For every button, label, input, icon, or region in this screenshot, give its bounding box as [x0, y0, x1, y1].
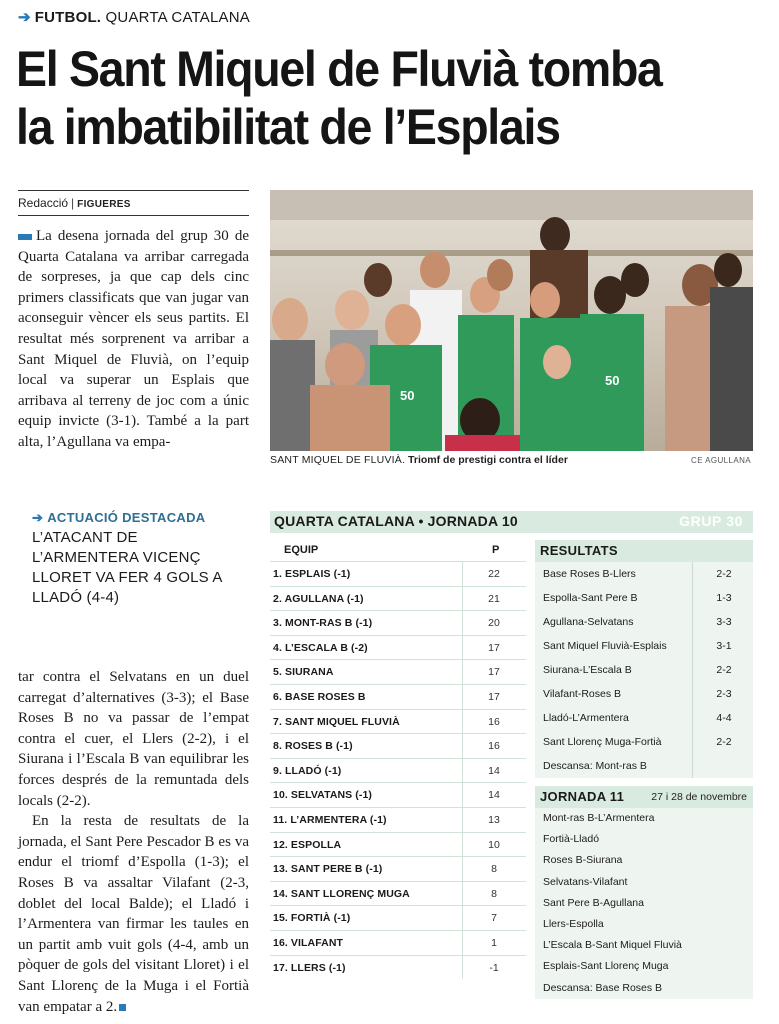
- team-points: 8: [491, 887, 497, 900]
- standings-header: [270, 511, 753, 533]
- team-points: 7: [491, 912, 497, 925]
- headline-line-1: El Sant Miquel de Fluvià tomba: [16, 41, 662, 97]
- team-name: 6. BASE ROSES B: [273, 690, 366, 703]
- headline-line-2: la imbatibilitat de l’Esplais: [16, 99, 560, 155]
- team-name: 17. LLERS (-1): [273, 961, 346, 974]
- result-match: Lladó-L’Armentera: [543, 712, 629, 724]
- next-round-title: JORNADA 11: [540, 789, 625, 804]
- team-points: 14: [488, 789, 500, 802]
- result-score: 3-1: [716, 640, 732, 652]
- result-row: [535, 730, 753, 754]
- byline-author: Redacció: [18, 196, 69, 210]
- team-name: 2. AGULLANA (-1): [273, 592, 364, 605]
- highlight-box: [32, 510, 247, 608]
- table-row: [270, 905, 526, 930]
- fixture-row: Fortià-Lladó: [543, 833, 600, 846]
- result-score: 2-2: [716, 568, 732, 580]
- table-row: [270, 955, 526, 980]
- team-name: 3. MONT-RAS B (-1): [273, 617, 373, 630]
- team-name: 15. FORTIÀ (-1): [273, 912, 351, 925]
- shirt-number: 50: [400, 388, 415, 403]
- team-photo: [270, 190, 753, 451]
- article-column-top: [18, 226, 249, 453]
- next-round-panel: [535, 786, 753, 999]
- result-match: Espolla-Sant Pere B: [543, 592, 638, 604]
- team-points: 16: [488, 715, 500, 728]
- paragraph-marker-icon: [18, 234, 32, 240]
- result-match: Agullana-Selvatans: [543, 616, 634, 628]
- team-name: 5. SIURANA: [273, 666, 334, 679]
- table-row: [270, 807, 526, 832]
- article-paragraph-2: tar contra el Selvatans en un duel carregat d’alternatives (3-3); el Base Roses B no va passar de l’empat contra el cuer, el Llers (2-2), i el Siurana i l’Escala B van equilibrar les forces després de la remuntada dels locals (2-2).: [18, 669, 249, 809]
- section-kicker: [18, 8, 250, 26]
- article-column-bottom: [18, 667, 249, 1017]
- team-name: 4. L’ESCALA B (-2): [273, 641, 368, 654]
- team-name: 9. LLADÓ (-1): [273, 764, 342, 777]
- article-paragraph-1: La desena jornada del grup 30 de Quarta Catalana va arribar carregada de sorpreses, ja que cap dels cinc primers classificats que van jugar van aconseguir vèncer els seus partits. El resultat més sorprenent va arribar a Sant Miquel de Fluvià, on l’equip local va superar un Esplais que arribava al terreny de joc com a únic equip invicte (3-1). També a la part alta, l’Agullana va empa-: [18, 228, 249, 450]
- shirt-number: 50: [605, 373, 620, 388]
- table-row: [270, 586, 526, 611]
- team-points: 1: [491, 936, 497, 949]
- table-row: [270, 635, 526, 660]
- result-match: Base Roses B-Llers: [543, 568, 636, 580]
- col-points-header: P: [492, 544, 500, 556]
- caption-text: Triomf de prestigi contra el líder: [408, 454, 568, 466]
- result-score: 2-3: [716, 688, 732, 700]
- photo-caption: [270, 452, 753, 470]
- team-name: 13. SANT PERE B (-1): [273, 863, 383, 876]
- result-match: Vilafant-Roses B: [543, 688, 622, 700]
- section-label: FUTBOL.: [34, 9, 102, 26]
- team-points: 16: [488, 740, 500, 753]
- next-round-header: [535, 786, 753, 808]
- arrow-right-icon: ➔: [32, 510, 44, 525]
- result-row: [535, 658, 753, 682]
- fixture-row: Llers-Espolla: [543, 917, 604, 930]
- table-row: [270, 659, 526, 684]
- results-title: RESULTATS: [535, 540, 753, 562]
- article-paragraph-3: En la resta de resultats de la jornada, el Sant Pere Pescador B es va endur el triomf d’Espolla (1-3); el Roses B va assaltar Vilafant (2-3, doblet del local Balde); el Lladó i l’Armentera van firmar les taules en un partit amb vuit gols (4-4, amb un pòquer de gols del visitant Lloret) i el Sant Llorenç de la Muga i el Fortià van empatar a 2.: [18, 813, 249, 1015]
- result-match: Siurana-L’Escala B: [543, 664, 632, 676]
- fixture-row: Sant Pere B-Agullana: [543, 896, 644, 909]
- fixture-row: Selvatans-Vilafant: [543, 875, 628, 888]
- results-rest: Descansa: Mont-ras B: [543, 760, 647, 772]
- results-rest-row: [535, 754, 753, 778]
- table-row: [270, 930, 526, 955]
- team-name: 8. ROSES B (-1): [273, 740, 353, 753]
- fixture-row: Esplais-Sant Llorenç Muga: [543, 960, 669, 973]
- result-match: Sant Llorenç Muga-Fortià: [543, 736, 662, 748]
- team-points: 10: [488, 838, 500, 851]
- team-points: 17: [488, 641, 500, 654]
- result-score: 1-3: [716, 592, 732, 604]
- team-points: 20: [488, 617, 500, 630]
- team-points: 8: [491, 863, 497, 876]
- result-row: [535, 706, 753, 730]
- table-row: [270, 733, 526, 758]
- table-row: [270, 610, 526, 635]
- end-marker-icon: [119, 1004, 126, 1011]
- team-points: 13: [488, 813, 500, 826]
- fixture-row: L’Escala B-Sant Miquel Fluvià: [543, 939, 682, 952]
- fixture-row: Mont-ras B-L’Armentera: [543, 812, 655, 824]
- fixture-row: Roses B-Siurana: [543, 854, 623, 867]
- standings-table: [270, 537, 526, 979]
- headline: [16, 40, 709, 156]
- highlight-text: L’ATACANT DE L’ARMENTERA VICENÇ LLORET VA FER 4 GOLS A LLADÓ (4-4): [32, 529, 222, 606]
- result-row: [535, 610, 753, 634]
- group-label: GRUP 30: [679, 513, 743, 529]
- team-name: 7. SANT MIQUEL FLUVIÀ: [273, 715, 400, 728]
- fixture-row: Descansa: Base Roses B: [543, 981, 663, 994]
- team-name: 14. SANT LLORENÇ MUGA: [273, 887, 410, 900]
- caption-place: SANT MIQUEL DE FLUVIÀ.: [270, 454, 406, 466]
- table-row: [270, 709, 526, 734]
- table-row: [270, 881, 526, 906]
- team-name: 11. L’ARMENTERA (-1): [273, 813, 387, 826]
- table-row: [270, 684, 526, 709]
- standings-column-headers: [270, 537, 526, 561]
- team-points: 22: [488, 568, 500, 580]
- team-points: 17: [488, 690, 500, 703]
- photo-credit: CE AGULLANA: [691, 456, 751, 465]
- team-points: 17: [488, 666, 500, 679]
- standings-title: QUARTA CATALANA • JORNADA 10: [274, 513, 518, 529]
- result-score: 4-4: [716, 712, 732, 724]
- results-panel: [535, 540, 753, 778]
- table-row: [270, 832, 526, 857]
- table-row: [270, 782, 526, 807]
- table-row: [270, 758, 526, 783]
- team-name: 1. ESPLAIS (-1): [273, 568, 351, 580]
- table-row: [270, 561, 526, 586]
- highlight-title: ACTUACIÓ DESTACADA: [47, 510, 206, 525]
- result-score: 2-2: [716, 736, 732, 748]
- team-points: -1: [489, 961, 499, 974]
- col-team-header: EQUIP: [284, 544, 319, 556]
- next-round-dates: 27 i 28 de novembre: [651, 791, 747, 803]
- team-name: 10. SELVATANS (-1): [273, 789, 373, 802]
- team-name: 16. VILAFANT: [273, 936, 344, 949]
- result-score: 3-3: [716, 616, 732, 628]
- byline: Redacció | FIGUERES: [18, 190, 249, 216]
- table-row: [270, 856, 526, 881]
- byline-location: FIGUERES: [77, 199, 131, 210]
- subsection-label: QUARTA CATALANA: [105, 9, 250, 26]
- result-row: [535, 562, 753, 586]
- result-score: 2-2: [716, 664, 732, 676]
- team-celebration-photo: [270, 190, 753, 451]
- result-match: Sant Miquel Fluvià-Esplais: [543, 640, 667, 652]
- team-points: 14: [488, 764, 500, 777]
- team-name: 12. ESPOLLA: [273, 838, 342, 851]
- result-row: [535, 682, 753, 706]
- result-row: [535, 586, 753, 610]
- result-row: [535, 634, 753, 658]
- arrow-right-icon: ➔: [18, 9, 31, 26]
- team-points: 21: [488, 592, 500, 605]
